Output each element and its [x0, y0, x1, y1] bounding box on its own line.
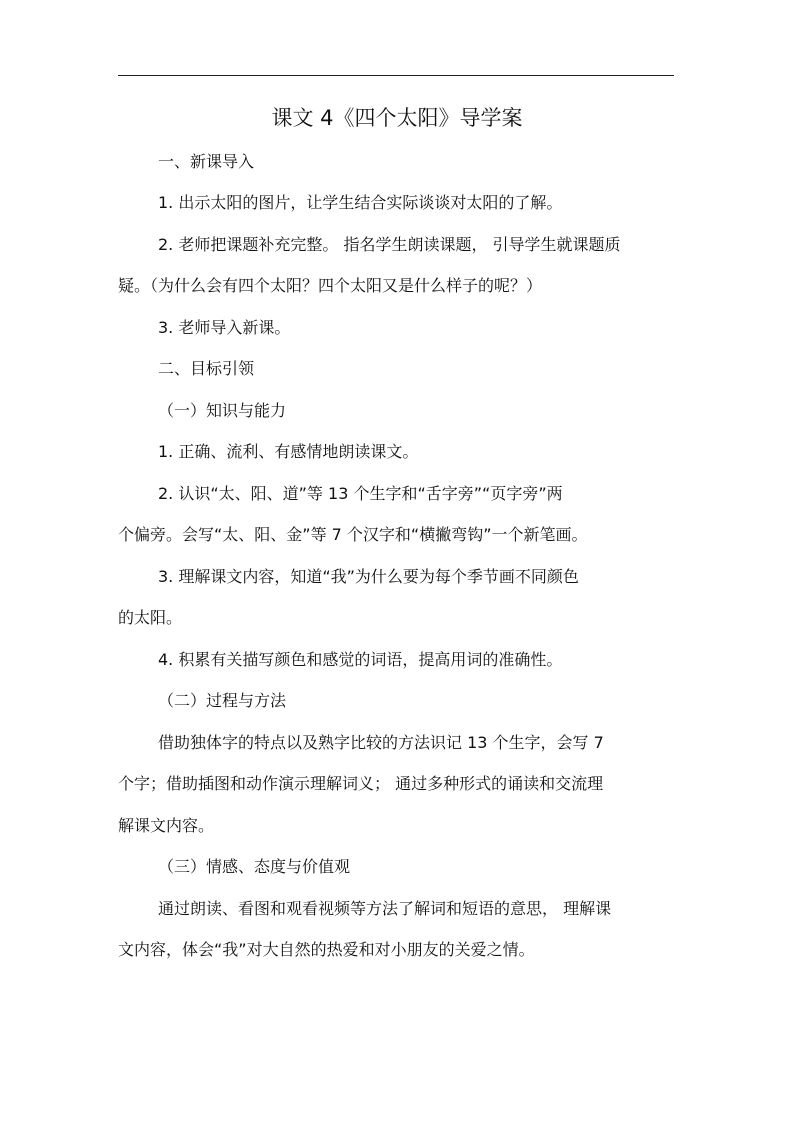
subsection-heading-process: （二）过程与方法 — [158, 691, 287, 710]
section-heading-intro: 一、新课导入 — [158, 152, 255, 171]
intro-item-2-line-1: 2. 老师把课题补充完整。 指名学生朗读课题， 引导学生就课题质 — [158, 235, 621, 254]
subsection-heading-knowledge: （一）知识与能力 — [158, 401, 287, 420]
knowledge-item-1: 1. 正确、流利、有感情地朗读课文。 — [158, 442, 419, 461]
header-rule — [118, 75, 674, 76]
intro-item-1: 1. 出示太阳的图片，让学生结合实际谈谈对太阳的了解。 — [158, 193, 563, 212]
knowledge-item-2-line-1: 2. 认识“太、阳、道”等 13 个生字和“舌字旁”“页字旁”两 — [158, 484, 563, 503]
page-title: 课文 4《四个太阳》导学案 — [271, 106, 523, 130]
process-para-line-3: 解课文内容。 — [118, 816, 215, 835]
process-para-line-1: 借助独体字的特点以及熟字比较的方法识记 13 个生字，会写 7 — [158, 733, 604, 752]
intro-item-2-line-2: 疑。（为什么会有四个太阳？四个太阳又是什么样子的呢？） — [118, 276, 543, 295]
knowledge-item-3-line-1: 3. 理解课文内容，知道“我”为什么要为每个季节画不同颜色 — [158, 567, 579, 586]
process-para-line-2: 个字；借助插图和动作演示理解词义； 通过多种形式的诵读和交流理 — [118, 774, 604, 793]
values-para-line-2: 文内容，体会“我”对大自然的热爱和对小朋友的关爱之情。 — [118, 940, 535, 959]
values-para-line-1: 通过朗读、看图和观看视频等方法了解词和短语的意思， 理解课 — [158, 899, 612, 918]
knowledge-item-4: 4. 积累有关描写颜色和感觉的词语，提高用词的准确性。 — [158, 650, 563, 669]
section-heading-goals: 二、目标引领 — [158, 359, 255, 378]
knowledge-item-2-line-2: 个偏旁。会写“太、阳、金”等 7 个汉字和“横撇弯钩”一个新笔画。 — [118, 525, 588, 544]
intro-item-3: 3. 老师导入新课。 — [158, 318, 291, 337]
knowledge-item-3-line-2: 的太阳。 — [118, 608, 183, 627]
subsection-heading-values: （三）情感、态度与价值观 — [158, 857, 351, 876]
